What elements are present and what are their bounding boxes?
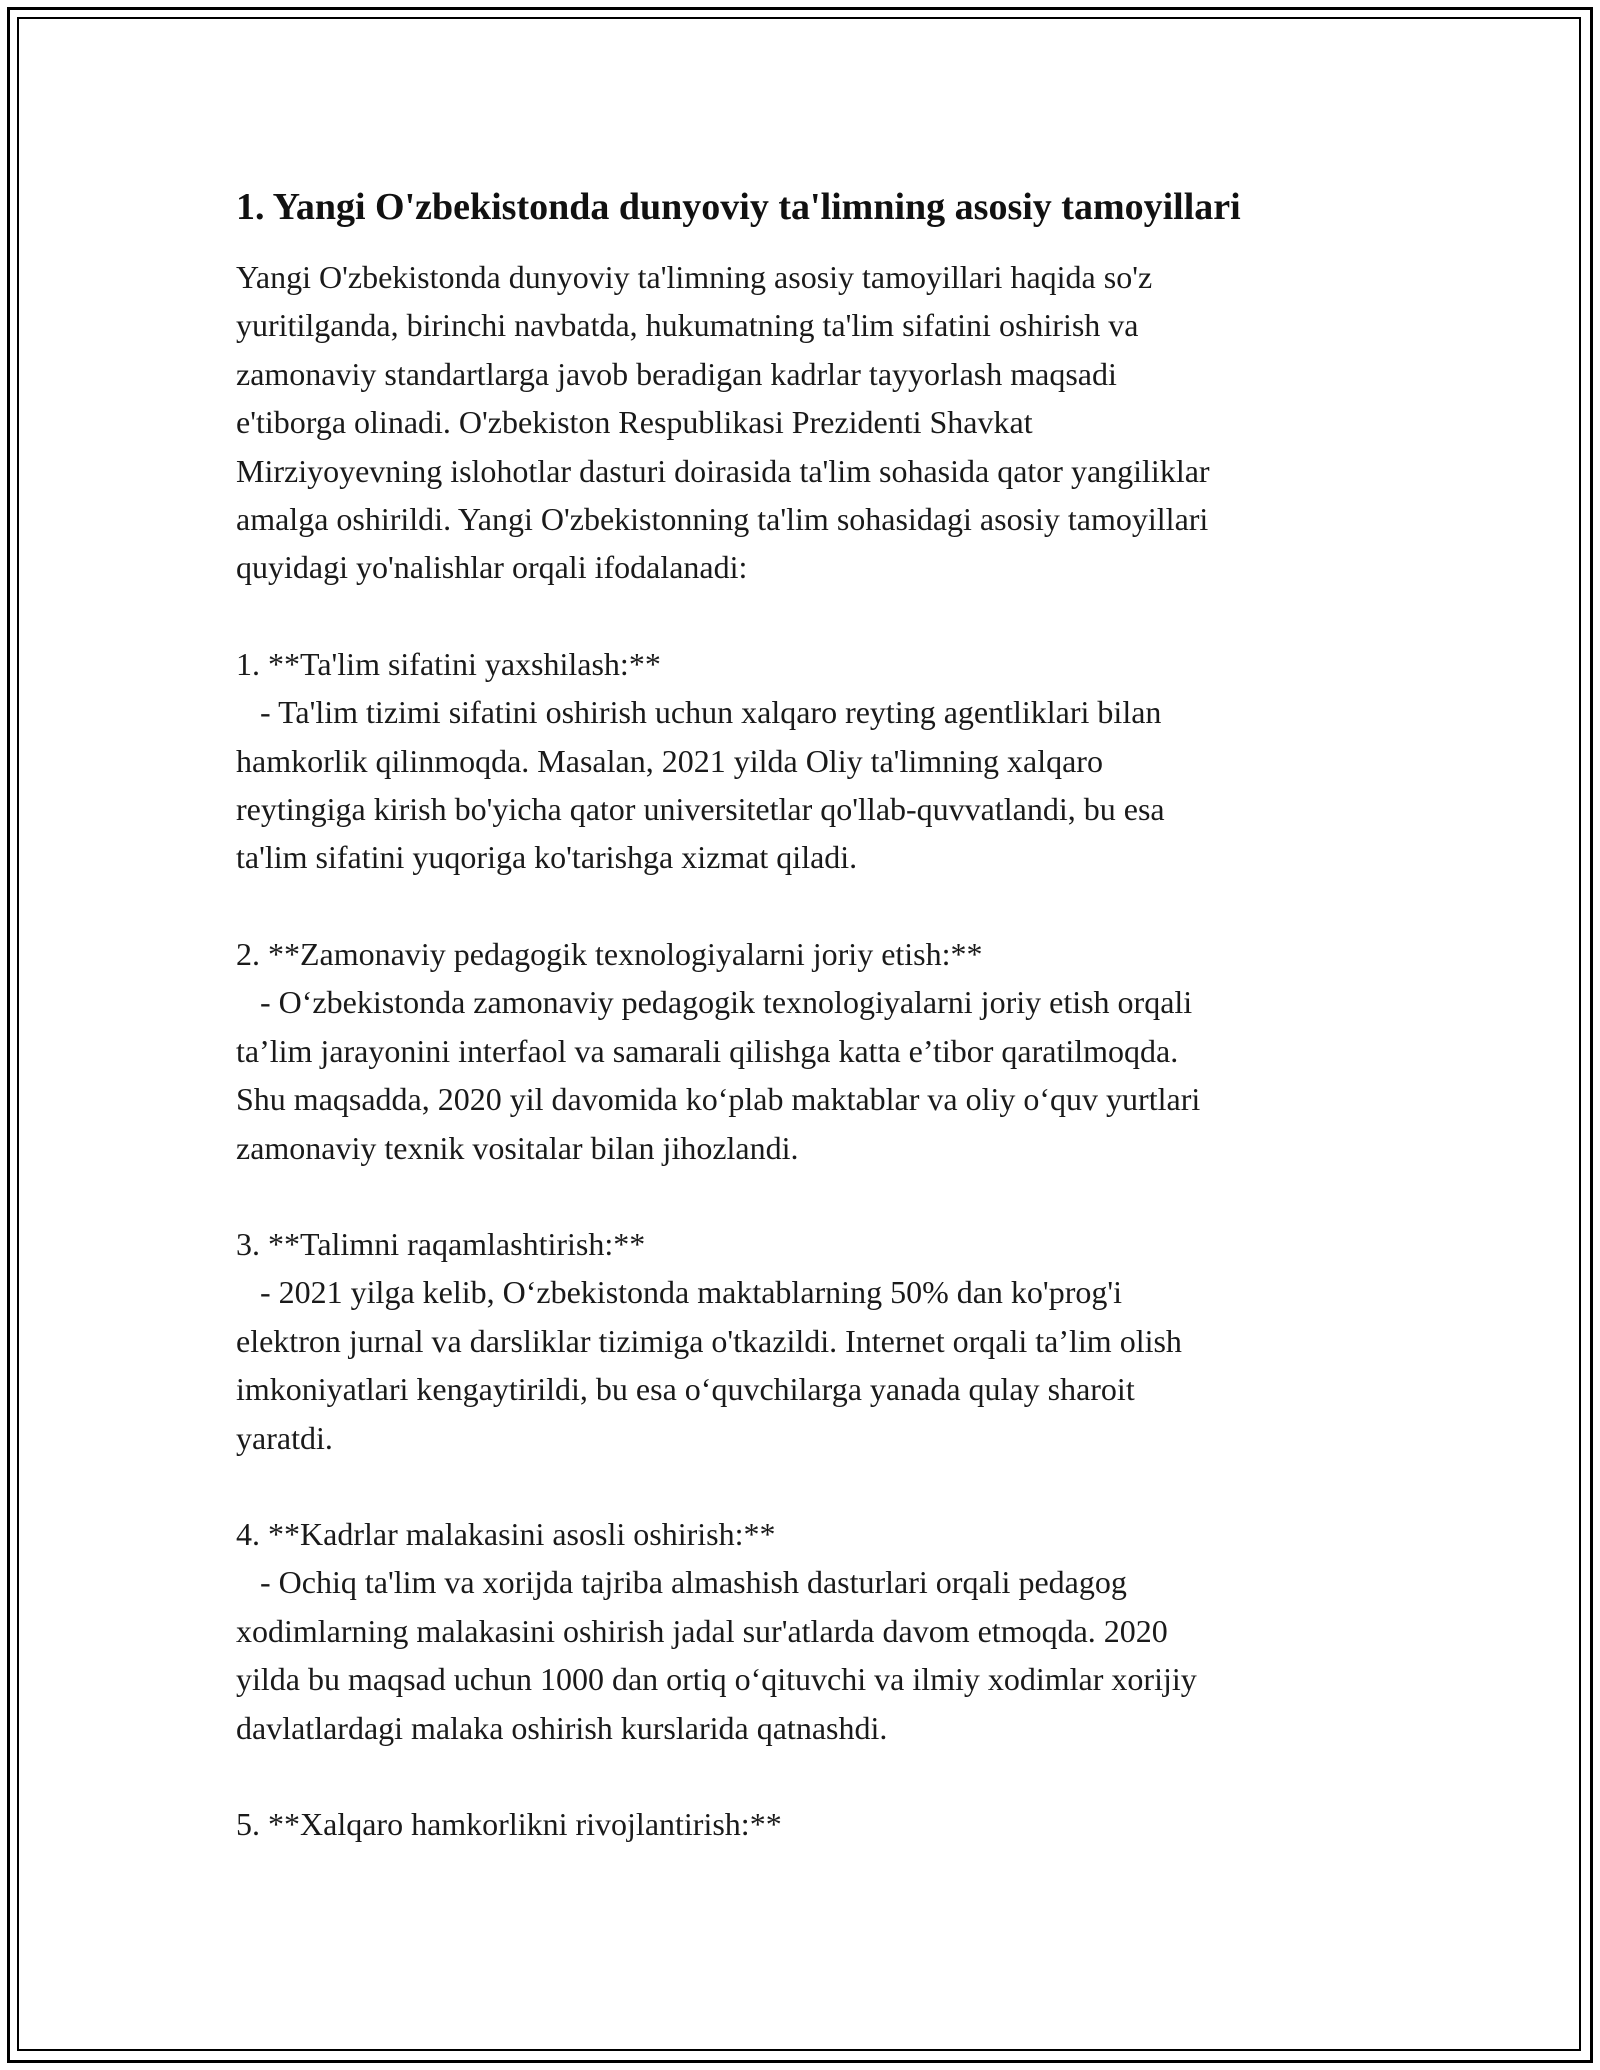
- intro-line: amalga oshirildi. Yangi O'zbekistonning ta'lim sohasidagi asosiy tamoyillari: [236, 501, 1209, 538]
- list-item-line: Shu maqsadda, 2020 yil davomida ko‘plab maktablar va oliy o‘quv yurtlari: [236, 1081, 1201, 1118]
- list-item-line: hamkorlik qilinmoqda. Masalan, 2021 yilda Oliy ta'limning xalqaro: [236, 742, 1103, 779]
- list-item-title: 2. **Zamonaviy pedagogik texnologiyalarni joriy etish:**: [236, 935, 983, 972]
- list-item-title: 4. **Kadrlar malakasini asosli oshirish:**: [236, 1515, 776, 1552]
- paragraph-gap: [236, 1462, 1376, 1510]
- paragraph-gap: [236, 1752, 1376, 1800]
- list-item-line: - Ta'lim tizimi sifatini oshirish uchun xalqaro reyting agentliklari bilan: [236, 694, 1162, 731]
- list-item-1: [236, 640, 1376, 882]
- list-item-line: - Ochiq ta'lim va xorijda tajriba almashish dasturlari orqali pedagog: [236, 1564, 1127, 1601]
- list-item-line: xodimlarning malakasini oshirish jadal sur'atlarda davom etmoqda. 2020: [236, 1612, 1168, 1649]
- list-item-3: [236, 1220, 1376, 1462]
- list-item-line: - 2021 yilga kelib, O‘zbekistonda maktablarning 50% dan ko'prog'i: [236, 1274, 1122, 1311]
- list-item-line: ta'lim sifatini yuqoriga ko'tarishga xizmat qiladi.: [236, 839, 858, 876]
- paragraph-gap: [236, 592, 1376, 640]
- intro-line: Mirziyoyevning islohotlar dasturi doirasida ta'lim sohasida qator yangiliklar: [236, 452, 1210, 489]
- intro-line: zamonaviy standartlarga javob beradigan kadrlar tayyorlash maqsadi: [236, 355, 1117, 392]
- list-item-4: [236, 1510, 1376, 1752]
- list-item-line: elektron jurnal va darsliklar tizimiga o'tkazildi. Internet orqali ta’lim olish: [236, 1322, 1182, 1359]
- document-heading: 1. Yangi O'zbekistonda dunyoviy ta'limning asosiy tamoyillari: [236, 186, 1241, 228]
- list-item-line: ta’lim jarayonini interfaol va samarali qilishga katta e’tibor qaratilmoqda.: [236, 1032, 1179, 1069]
- list-item-line: davlatlardagi malaka oshirish kurslarida qatnashdi.: [236, 1709, 888, 1746]
- paragraph-gap: [236, 1172, 1376, 1220]
- intro-line: e'tiborga olinadi. O'zbekiston Respublikasi Prezidenti Shavkat: [236, 404, 1033, 441]
- list-item-line: - O‘zbekistonda zamonaviy pedagogik texnologiyalarni joriy etish orqali: [236, 984, 1193, 1021]
- list-item-title: 1. **Ta'lim sifatini yaxshilash:**: [236, 645, 661, 682]
- list-item-line: yaratdi.: [236, 1419, 333, 1456]
- list-item-5: [236, 1800, 1376, 1848]
- list-item-2: [236, 930, 1376, 1172]
- paragraph-gap: [236, 882, 1376, 930]
- list-item-line: zamonaviy texnik vositalar bilan jihozlandi.: [236, 1129, 799, 1166]
- intro-line: yuritilganda, birinchi navbatda, hukumatning ta'lim sifatini oshirish va: [236, 307, 1139, 344]
- intro-line: Yangi O'zbekistonda dunyoviy ta'limning asosiy tamoyillari haqida so'z: [236, 259, 1153, 295]
- list-item-title: 3. **Talimni raqamlashtirish:**: [236, 1225, 646, 1262]
- intro-line: quyidagi yo'nalishlar orqali ifodalanadi:: [236, 549, 748, 586]
- list-item-line: reytingiga kirish bo'yicha qator universitetlar qo'llab-quvvatlandi, bu esa: [236, 791, 1165, 828]
- list-item-line: imkoniyatlari kengaytirildi, bu esa o‘quvchilarga yanada qulay sharoit: [236, 1371, 1135, 1408]
- document-body: [236, 183, 1376, 1848]
- intro-paragraph: [236, 253, 1376, 592]
- list-item-title: 5. **Xalqaro hamkorlikni rivojlantirish:**: [236, 1805, 782, 1842]
- list-item-line: yilda bu maqsad uchun 1000 dan ortiq o‘qituvchi va ilmiy xodimlar xorijiy: [236, 1661, 1197, 1698]
